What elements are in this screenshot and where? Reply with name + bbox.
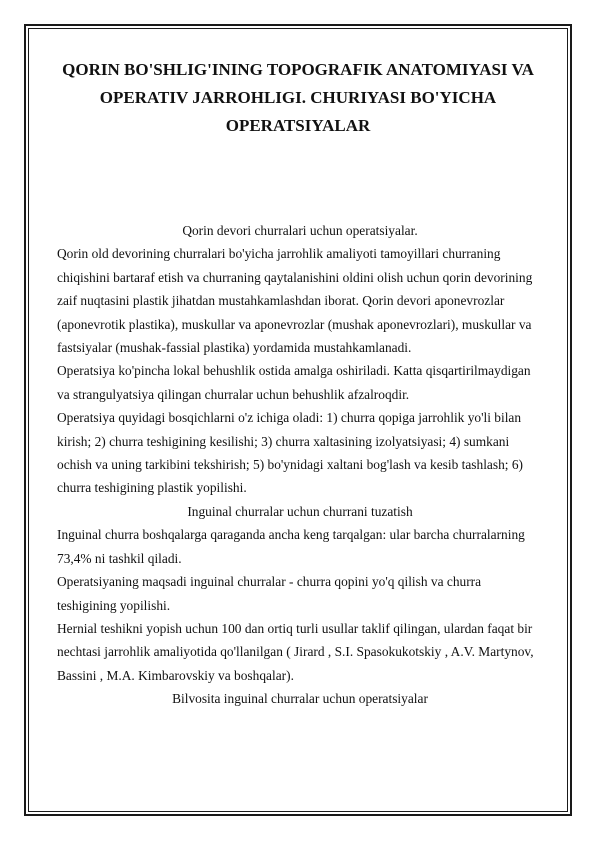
- paragraph: Qorin old devorining churralari bo'yicha jarrohlik amaliyoti tamoyillari churraning chiqishini bartaraf etish va churraning qaytalanishini oldini olish uchun qorin devorining zaif nuqtasini plastik jihatdan mustahkamlashdan iborat. Qorin devori aponevrozlar (aponevrotik plastika), muskullar va aponevrozlar (mushak aponevrozlari), muskullar va fastsiyalar (mushak-fassial plastika) yordamida mustahkamlanadi.: [57, 246, 533, 356]
- document-body: [57, 219, 543, 711]
- paragraph: Operatsiya quyidagi bosqichlarni o'z ichiga oladi: 1) churra qopiga jarrohlik yo'li bilan kirish; 2) churra teshigining kesilishi; 3) churra xaltasining izolyatsiyasi; 4) sumkani ochish va uning tarkibini tekshirish; 5) bo'ynidagi xaltani bog'lash va kesib tashlash; 6) churra teshigining plastik yopilishi.: [57, 410, 523, 496]
- paragraph: Hernial teshikni yopish uchun 100 dan ortiq turli usullar taklif qilingan, ulardan faqat bir nechtasi jarrohlik amaliyotida qo'llanilgan ( Jirard , S.I. Spasokukotskiy , A.V. Martynov, Bassini , M.A. Kimbarovskiy va boshqalar).: [57, 620, 534, 683]
- section-heading: Bilvosita inguinal churralar uchun operatsiyalar: [172, 691, 428, 707]
- paragraph: Inguinal churra boshqalarga qaraganda ancha keng tarqalgan: ular barcha churralarning 73,4% ni tashkil qiladi.: [57, 527, 525, 566]
- paragraph: Operatsiya ko'pincha lokal behushlik ostida amalga oshiriladi. Katta qisqartirilmaydigan va strangulyatsiya qilingan churralar uchun behushlik afzalroqdir.: [57, 363, 531, 402]
- document-title: QORIN BO'SHLIG'INING TOPOGRAFIK ANATOMIYASI VA OPERATIV JARROHLIGI. CHURIYASI BO'YICHA OPERATSIYALAR: [62, 60, 534, 135]
- section-heading: Qorin devori churralari uchun operatsiyalar.: [182, 223, 418, 238]
- paragraph: Operatsiyaning maqsadi inguinal churralar - churra qopini yo'q qilish va churra teshigining yopilishi.: [57, 574, 482, 613]
- section-heading: Inguinal churralar uchun churrani tuzatish: [187, 503, 413, 519]
